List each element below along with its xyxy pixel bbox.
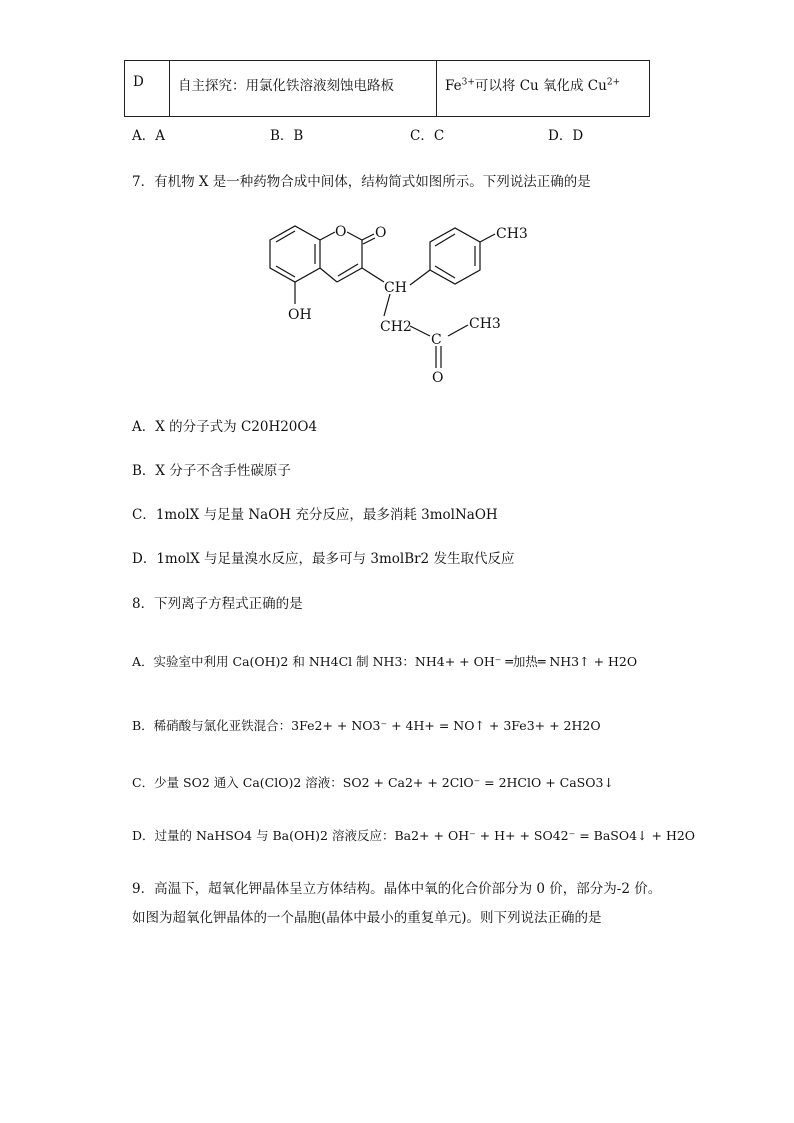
benzene-ring-right [430,228,480,284]
ring-oxygen-label: O [335,224,347,240]
q7-option-c: C．1molX 与足量 NaOH 充分反应，最多消耗 3molNaOH [132,507,498,523]
answer-table [124,60,650,117]
q8-option-d: D．过量的 NaHSO4 与 Ba(OH)2 溶液反应：Ba2+ + OH⁻ + H+ + SO42⁻ = BaSO4↓ + H2O [132,828,696,843]
carbonyl-oxygen-label: O [375,225,387,241]
activity-text: 自主探究：用氯化铁溶液刻蚀电路板 [178,78,394,94]
q7-stem: 7．有机物 X 是一种药物合成中间体，结构简式如图所示。下列说法正确的是 [132,174,591,190]
q7-option-a: A．X 的分子式为 C20H20O4 [132,419,318,435]
ch2-label: CH2 [380,319,412,335]
q6-option-b: B．B [270,128,304,144]
ch-label: CH [384,280,407,296]
q7-option-d: D．1molX 与足量溴水反应，最多可与 3molBr2 发生取代反应 [132,551,515,567]
explanation-sup2: 2+ [606,77,621,88]
q8-option-a: A．实验室中利用 Ca(OH)2 和 NH4Cl 制 NH3：NH4+ + OH⁻ ═加热═ NH3↑ + H2O [132,654,638,669]
q6-option-c: C．C [410,128,445,144]
explanation-sup1: 3+ [461,77,475,88]
ketone-oxygen-label: O [432,370,444,386]
row-label: D [133,74,144,90]
explanation-text [445,74,620,94]
q7-option-b: B．X 分子不含手性碳原子 [132,463,291,479]
q9-line2: 如图为超氧化钾晶体的一个晶胞(晶体中最小的重复单元)。则下列说法正确的是 [132,910,602,926]
q8-option-b: B．稀硝酸与氯化亚铁混合：3Fe2+ + NO3⁻ + 4H+ = NO↑ + 3Fe3+ + 2H2O [132,718,601,733]
q9-line1: 9．高温下，超氧化钾晶体呈立方体结构。晶体中氧的化合价部分为 0 价，部分为-2 价。 [132,881,662,897]
carbon-label: C [431,332,442,348]
q6-option-d: D．D [548,128,584,144]
benzene-ring-left [270,226,320,282]
structure-diagram [250,220,550,400]
methyl-top-label: CH3 [496,226,528,242]
explanation-prefix: Fe [445,78,462,94]
explanation-mid: 可以将 Cu 氧化成 Cu [474,78,607,94]
q8-option-c: C．少量 SO2 通入 Ca(ClO)2 溶液：SO2 + Ca2+ + 2ClO⁻ = 2HClO + CaSO3↓ [132,775,614,790]
hydroxyl-label: OH [288,307,312,323]
q6-option-a: A．A [132,128,165,144]
table-cell-label [125,61,170,116]
table-cell-activity [170,61,437,116]
methyl-right-label: CH3 [469,316,501,332]
q8-stem: 8．下列离子方程式正确的是 [132,596,303,612]
